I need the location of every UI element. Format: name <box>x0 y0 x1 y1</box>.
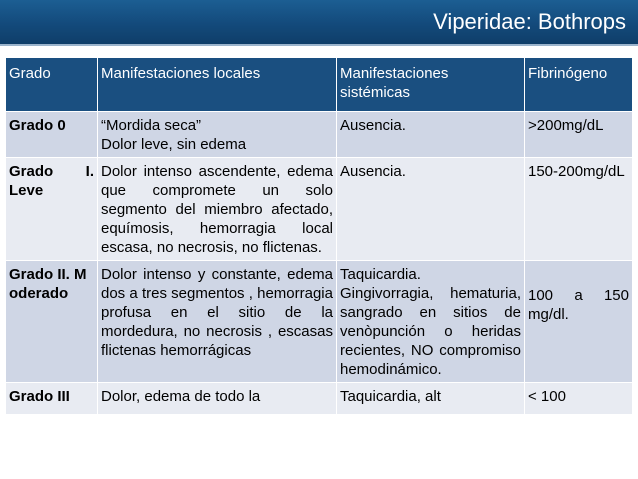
systemic-line: Gingivorragia, hematuria, sangrado en sitios de venòpunción o heridas recientes, NO compromiso hemodinámico. <box>340 285 521 378</box>
local-cell: Dolor intenso ascendente, edema que compromete un solo segmento del miembro afectado, equímosis, hemorragia local escasa, no necrosis, no flictenas. <box>98 158 337 261</box>
grade-cell: Grado I. Leve <box>6 158 98 261</box>
header-manifestaciones-sistemicas: Manifestaciones sistémicas <box>337 58 525 112</box>
local-cell: Dolor, edema de todo la <box>98 383 337 415</box>
systemic-line: Taquicardia. <box>340 266 421 283</box>
fibrinogen-cell: >200mg/dL <box>525 112 633 158</box>
fibrinogen-cell: < 100 <box>525 383 633 415</box>
header-manifestaciones-locales: Manifestaciones locales <box>98 58 337 112</box>
systemic-cell <box>337 261 525 383</box>
systemic-cell: Taquicardia, alt <box>337 383 525 415</box>
header-grado: Grado <box>6 58 98 112</box>
table-row <box>6 261 633 383</box>
local-cell: Dolor intenso y constante, edema dos a tres segmentos , hemorragia profusa en el sitio de la mordedura, no necrosis , escasas flictenas hemorrágicas <box>98 261 337 383</box>
grade-cell: Grado III <box>6 383 98 415</box>
header-divider <box>0 44 638 46</box>
grade-cell: Grado 0 <box>6 112 98 158</box>
systemic-cell: Ausencia. <box>337 158 525 261</box>
local-line: Dolor leve, sin edema <box>101 136 247 153</box>
severity-table <box>5 57 633 415</box>
fibrinogen-cell: 150-200mg/dL <box>525 158 633 261</box>
table-header-row <box>6 58 633 112</box>
local-cell <box>98 112 337 158</box>
table-row <box>6 158 633 261</box>
table-row <box>6 383 633 415</box>
table-row <box>6 112 633 158</box>
grade-cell: Grado II. Moderado <box>6 261 98 383</box>
header-fibrinogeno: Fibrinógeno <box>525 58 633 112</box>
slide-header <box>0 0 638 44</box>
systemic-cell: Ausencia. <box>337 112 525 158</box>
fibrinogen-cell: 100 a 150 mg/dl. <box>525 261 633 383</box>
local-line: “Mordida seca” <box>101 117 202 134</box>
slide-title: Viperidae: Bothrops <box>433 9 626 34</box>
